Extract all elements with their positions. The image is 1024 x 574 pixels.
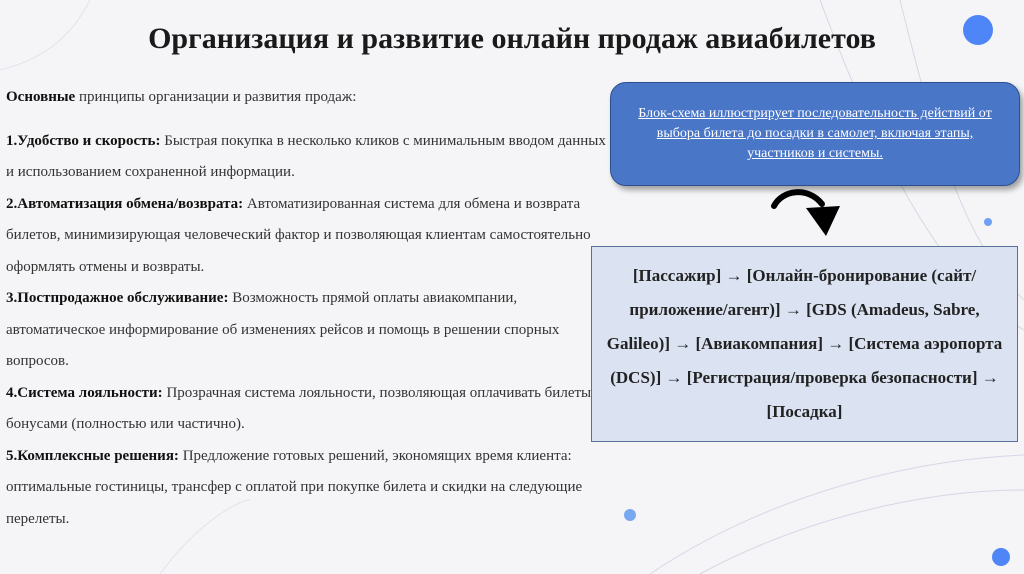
- decor-dot-bottom-right: [992, 548, 1010, 566]
- principle-item: [6, 126, 606, 189]
- principle-text: Предложение готовых решений, экономящих время клиента: оптимальные гостиницы, трансфер с оплатой при покупке билета и скидки на следующие перелеты.: [6, 447, 583, 527]
- principle-heading: 2.Автоматизация обмена/возврата:: [6, 195, 244, 212]
- principle-item: [6, 189, 606, 284]
- principle-text: Автоматизированная система для обмена и возврата билетов, минимизирующая человеческий фактор и позволяющая клиентам самостоятельно оформлять отмены и возвраты.: [6, 195, 591, 275]
- principles-intro-rest: принципы организации и развития продаж:: [75, 89, 357, 105]
- flow-sequence-text: [Пассажир] → [Онлайн-бронирование (сайт/приложение/агент)] → [GDS (Amadeus, Sabre, Galileo)] → [Авиакомпания] → [Система аэропорта (DCS)] → [Регистрация/проверка безопасности] → [Посадка]: [606, 266, 1003, 421]
- principle-item: [6, 441, 606, 536]
- decor-dot-small: [984, 218, 992, 226]
- flowchart-callout: [610, 82, 1020, 186]
- principle-text: Прозрачная система лояльности, позволяющая оплачивать билеты бонусами (полностью или частично).: [6, 384, 592, 432]
- principles-intro-bold: Основные: [6, 89, 76, 105]
- callout-text[interactable]: Блок-схема иллюстрирует последовательность действий от выбора билета до посадки в самолет, включая этапы, участников и системы.: [638, 106, 992, 161]
- principle-text: Возможность прямой оплаты авиакомпании, автоматическое информирование об изменениях рейсов и помощь в решении спорных вопросов.: [6, 290, 560, 369]
- flow-sequence-box: [591, 246, 1018, 442]
- curved-arrow-down-icon: [768, 184, 848, 244]
- principle-heading: 3.Постпродажное обслуживание:: [6, 290, 229, 306]
- slide-title: Организация и развитие онлайн продаж авиабилетов: [148, 22, 876, 55]
- principles-intro: [6, 82, 606, 114]
- principle-heading: 1.Удобство и скорость:: [6, 132, 161, 149]
- principle-text: Быстрая покупка в несколько кликов с минимальным вводом данных и использованием сохраненной информации.: [6, 132, 606, 180]
- principle-item: [6, 283, 606, 378]
- principle-heading: 5.Комплексные решения:: [6, 447, 179, 464]
- decor-dot-bottom-left: [624, 509, 636, 521]
- principle-item: [6, 378, 606, 441]
- principles-text-block: [6, 82, 606, 535]
- principle-heading: 4.Система лояльности:: [6, 384, 163, 401]
